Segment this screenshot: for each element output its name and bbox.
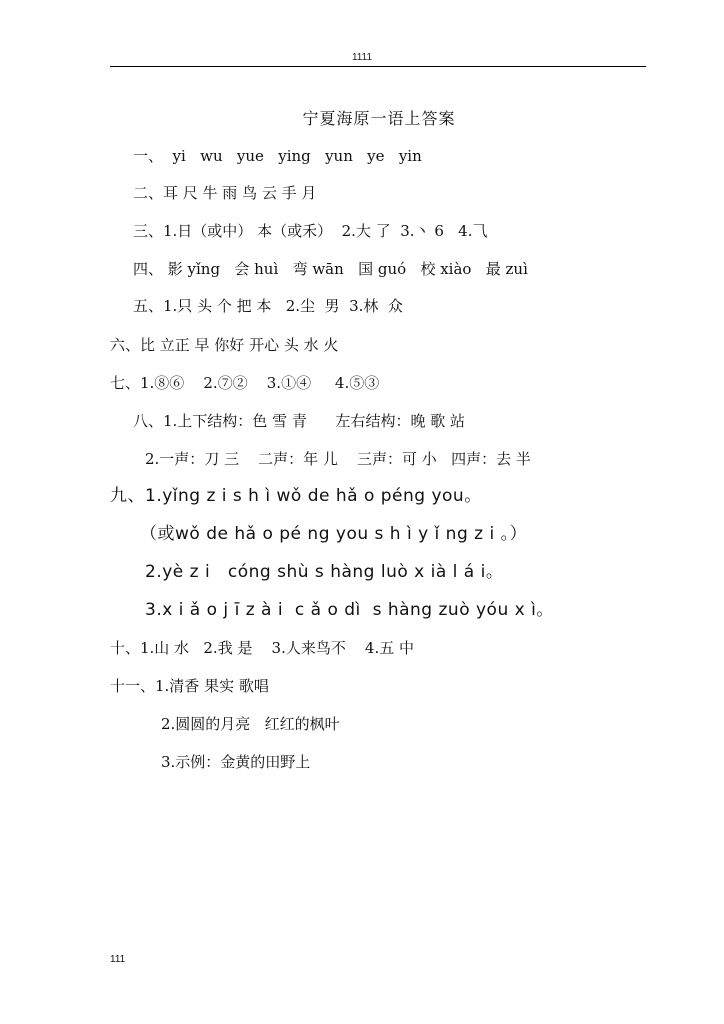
answer-line-17: 3.示例：金黄的田野上 [161,753,311,771]
answer-line-5: 五、1.只 头 个 把 本 2.尘 男 3.林 众 [133,297,403,315]
answer-line-1: 一、 yi wu yue ying yun ye yin [133,147,422,165]
answer-line-14: 十、1.山 水 2.我 是 3.人来鸟不 4.五 中 [110,639,415,657]
answer-line-6: 六、比 立正 早 你好 开心 头 水 火 [110,336,339,354]
page-header: 1111 [351,52,373,63]
answer-line-15: 十一、1.清香 果实 歌唱 [110,677,269,695]
answer-line-7: 七、1.⑧⑥ 2.⑦② 3.①④ 4.⑤③ [110,374,380,392]
page-title: 宁夏海原一语上答案 [302,109,456,128]
page-footer: 111 [110,954,126,965]
answer-line-13: 3.x i ǎ o j ī z à i c ǎ o dì s hàng zuò yóu x ì。 [145,600,554,620]
answer-line-2: 二、耳 尺 牛 雨 鸟 云 手 月 [133,184,317,202]
answer-line-4: 四、 影 yǐng 会 huì 弯 wān 国 guó 校 xiào 最 zuì [133,260,528,278]
answer-line-16: 2.圆圆的月亮 红红的枫叶 [161,715,340,733]
answer-line-3: 三、1.日（或中） 本（或禾） 2.大 了 3.丶 6 4.⺄ [133,222,488,240]
answer-line-12: 2.yè z i cóng shù s hàng luò x ià l á i。 [145,562,504,582]
answer-line-10: 九、1.yǐng z i s h ì wǒ de hǎ o péng you。 [110,486,482,506]
answer-line-11: （或wǒ de hǎ o pé ng you s h ì y ǐ ng z i 。） [140,524,528,544]
header-rule [110,66,646,67]
answer-line-9: 2.一声：刀 三 二声：年 儿 三声：可 小 四声：去 半 [145,450,531,468]
answer-line-8: 八、1.上下结构：色 雪 青 左右结构：晚 歌 站 [133,412,465,430]
